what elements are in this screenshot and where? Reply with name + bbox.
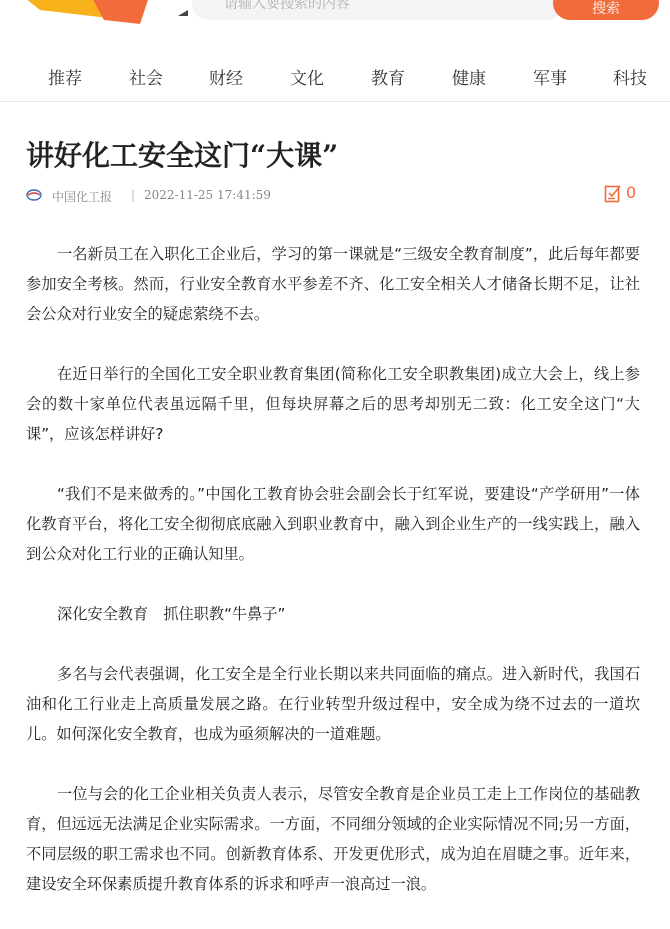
nav-item-education[interactable]: 教育: [371, 69, 405, 89]
top-bar: [0, 0, 670, 30]
article-paragraph: 在近日举行的全国化工安全职业教育集团(简称化工安全职教集团)成立大会上，线上参会的数十家单位代表虽远隔千里，但每块屏幕之后的思考却别无二致：化工安全这门“大课”，应该怎样讲好?: [26, 365, 640, 443]
nav-item-military[interactable]: 军事: [533, 69, 567, 89]
article-paragraph: “我们不是来做秀的。”中国化工教育协会驻会副会长于红军说，要建设“产学研用”一体化教育平台，将化工安全彻彻底底融入到职业教育中，融入到企业生产的一线实践上，融入到公众对化工行业的正确认知里。: [26, 485, 640, 563]
nav-item-recommend[interactable]: 推荐: [48, 69, 82, 89]
article-paragraph: 一名新员工在入职化工企业后，学习的第一课就是“三级安全教育制度”，此后每年都要参加安全考核。然而，行业安全教育水平参差不齐、化工安全相关人才储备长期不足，让社会公众对行业安全的疑虑萦绕不去。: [26, 245, 640, 323]
article-title: 讲好化工安全这门“大课”: [26, 139, 339, 172]
article-body: [26, 239, 640, 929]
search-box: [192, 0, 564, 20]
meta-separator: |: [131, 188, 136, 202]
search-button[interactable]: 搜索: [553, 0, 659, 20]
source-logo-icon: [26, 189, 42, 201]
nav-divider: [0, 101, 670, 102]
nav-item-finance[interactable]: 财经: [209, 69, 243, 89]
nav-item-society[interactable]: 社会: [129, 69, 163, 89]
search-input[interactable]: [222, 0, 526, 16]
logo-mark-icon: [176, 4, 190, 18]
nav-item-health[interactable]: 健康: [452, 69, 486, 89]
site-logo[interactable]: [0, 0, 160, 24]
comment-edit-icon[interactable]: [604, 183, 622, 203]
article-source[interactable]: 中国化工报: [52, 190, 113, 204]
article-paragraph: 多名与会代表强调，化工安全是全行业长期以来共同面临的痛点。进入新时代，我国石油和化工行业走上高质量发展之路。在行业转型升级过程中，安全成为绕不过去的一道坎儿。如何深化安全教育，也成为亟须解决的一道难题。: [26, 665, 640, 743]
article-paragraph: 一位与会的化工企业相关负责人表示，尽管安全教育是企业员工走上工作岗位的基础教育，但远远无法满足企业实际需求。一方面，不同细分领域的企业实际情况不同;另一方面，不同层级的职工需求也不同。创新教育体系、开发更优形式，成为迫在眉睫之事。近年来，建设安全环保素质提升教育体系的诉求和呼声一浪高过一浪。: [26, 785, 640, 893]
article-meta: [26, 183, 646, 206]
comment-count[interactable]: 0: [626, 183, 637, 202]
nav-item-culture[interactable]: 文化: [290, 69, 324, 89]
article-date: 2022-11-25 17:41:59: [144, 188, 271, 202]
category-nav: [0, 56, 670, 94]
article-subheading: 深化安全教育 抓住职教“牛鼻子”: [57, 605, 286, 623]
nav-item-technology[interactable]: 科技: [613, 69, 647, 89]
